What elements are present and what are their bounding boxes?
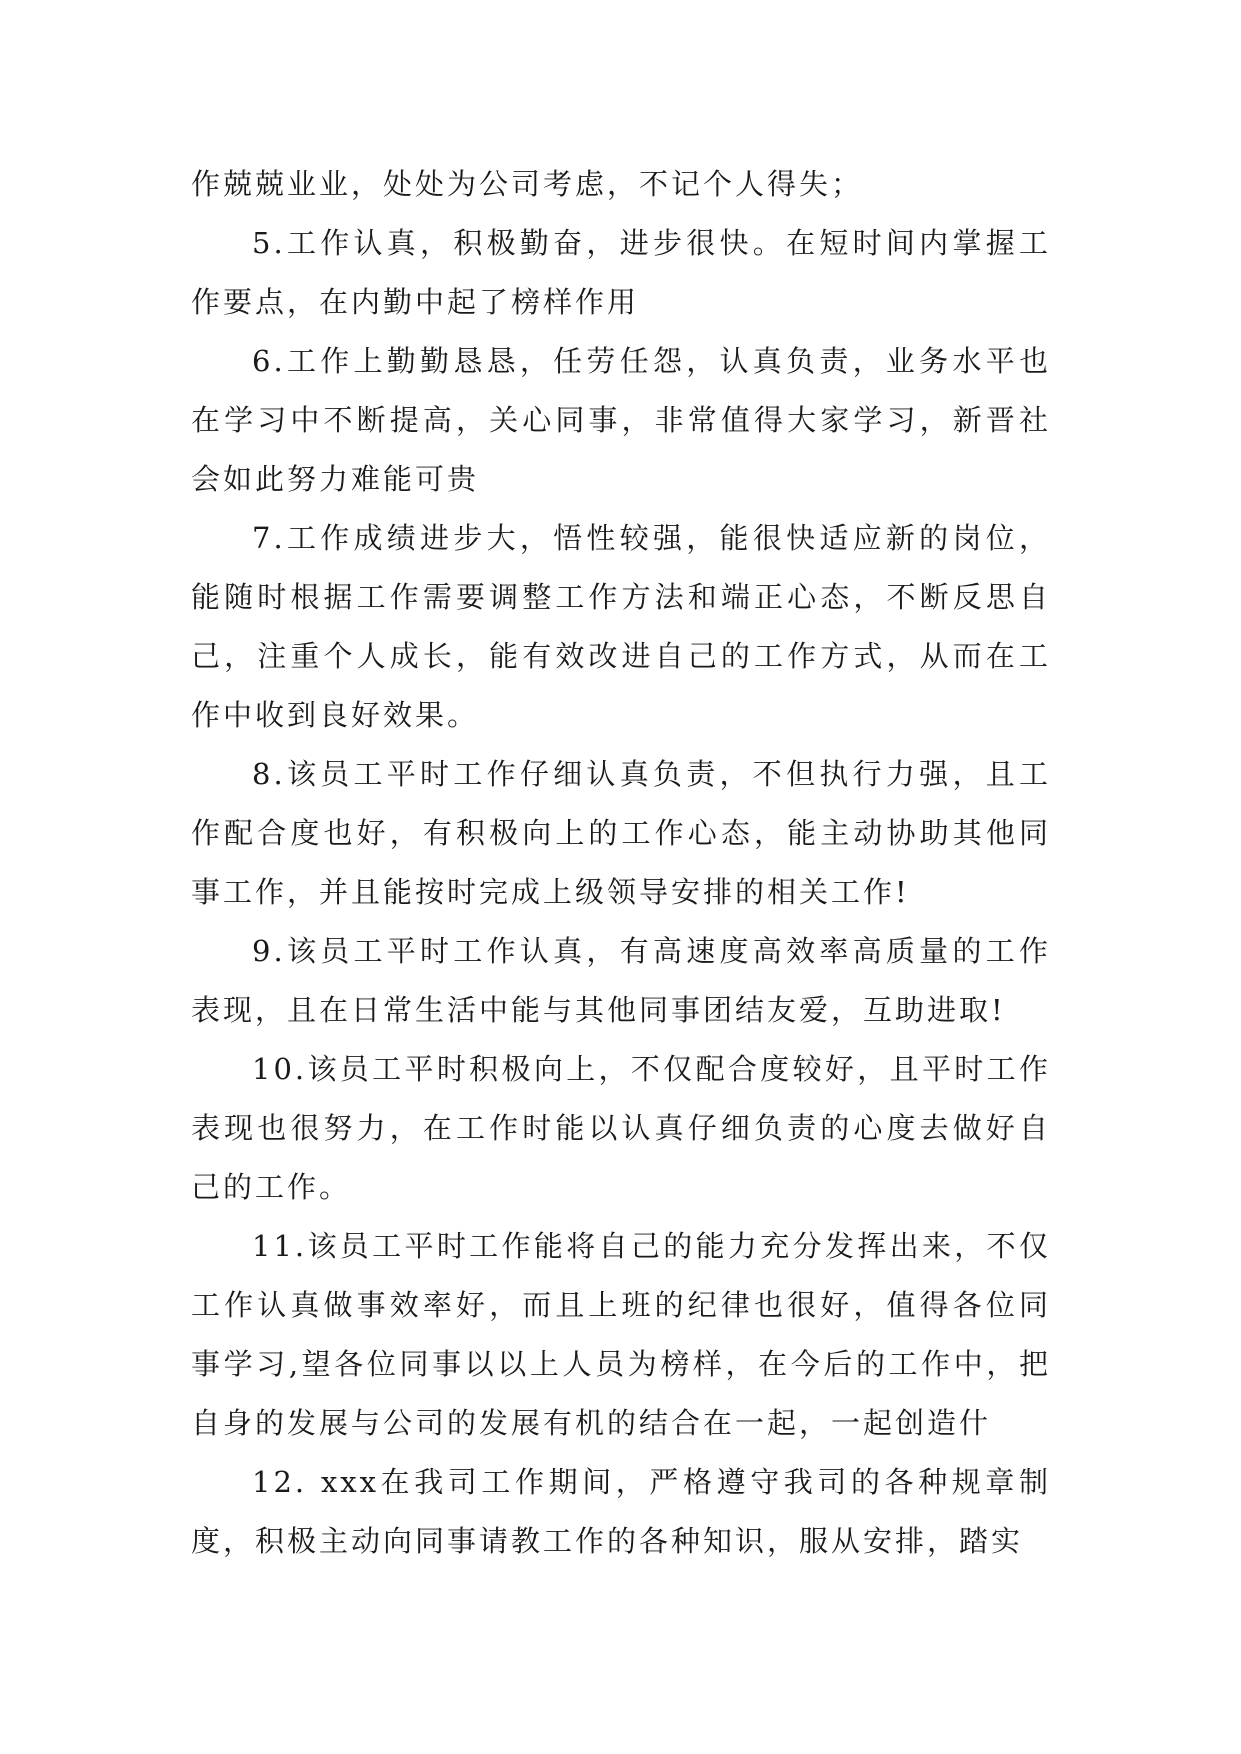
paragraph-item-5: 5.工作认真，积极勤奋，进步很快。在短时间内掌握工作要点，在内勤中起了榜样作用: [191, 226, 1051, 319]
paragraph-item-8: 8.该员工平时工作仔细认真负责，不但执行力强，且工作配合度也好，有积极向上的工作心态，能主动协助其他同事工作，并且能按时完成上级领导安排的相关工作!: [191, 757, 1051, 909]
paragraph-item-10: 10.该员工平时积极向上，不仅配合度较好，且平时工作表现也很努力，在工作时能以认真仔细负责的心度去做好自己的工作。: [191, 1052, 1051, 1204]
paragraph-item-9: 9.该员工平时工作认真，有高速度高效率高质量的工作表现，且在日常生活中能与其他同事团结友爱，互助进取!: [191, 934, 1051, 1027]
paragraph-item-12: 12. xxx在我司工作期间，严格遵守我司的各种规章制度，积极主动向同事请教工作的各种知识，服从安排，踏实: [191, 1465, 1051, 1558]
document-body: [191, 155, 1051, 1571]
paragraph: 作兢兢业业，处处为公司考虑，不记个人得失；: [191, 167, 864, 201]
paragraph-item-11: 11.该员工平时工作能将自己的能力充分发挥出来，不仅工作认真做事效率好，而且上班的纪律也很好，值得各位同事学习,望各位同事以以上人员为榜样，在今后的工作中，把自身的发展与公司的发展有机的结合在一起，一起创造什: [191, 1229, 1051, 1440]
paragraph-item-6: 6.工作上勤勤恳恳，任劳任怨，认真负责，业务水平也在学习中不断提高，关心同事，非常值得大家学习，新晋社会如此努力难能可贵: [191, 344, 1051, 496]
paragraph-item-7: 7.工作成绩进步大，悟性较强，能很快适应新的岗位，能随时根据工作需要调整工作方法和端正心态，不断反思自己，注重个人成长，能有效改进自己的工作方式，从而在工作中收到良好效果。: [191, 521, 1051, 732]
